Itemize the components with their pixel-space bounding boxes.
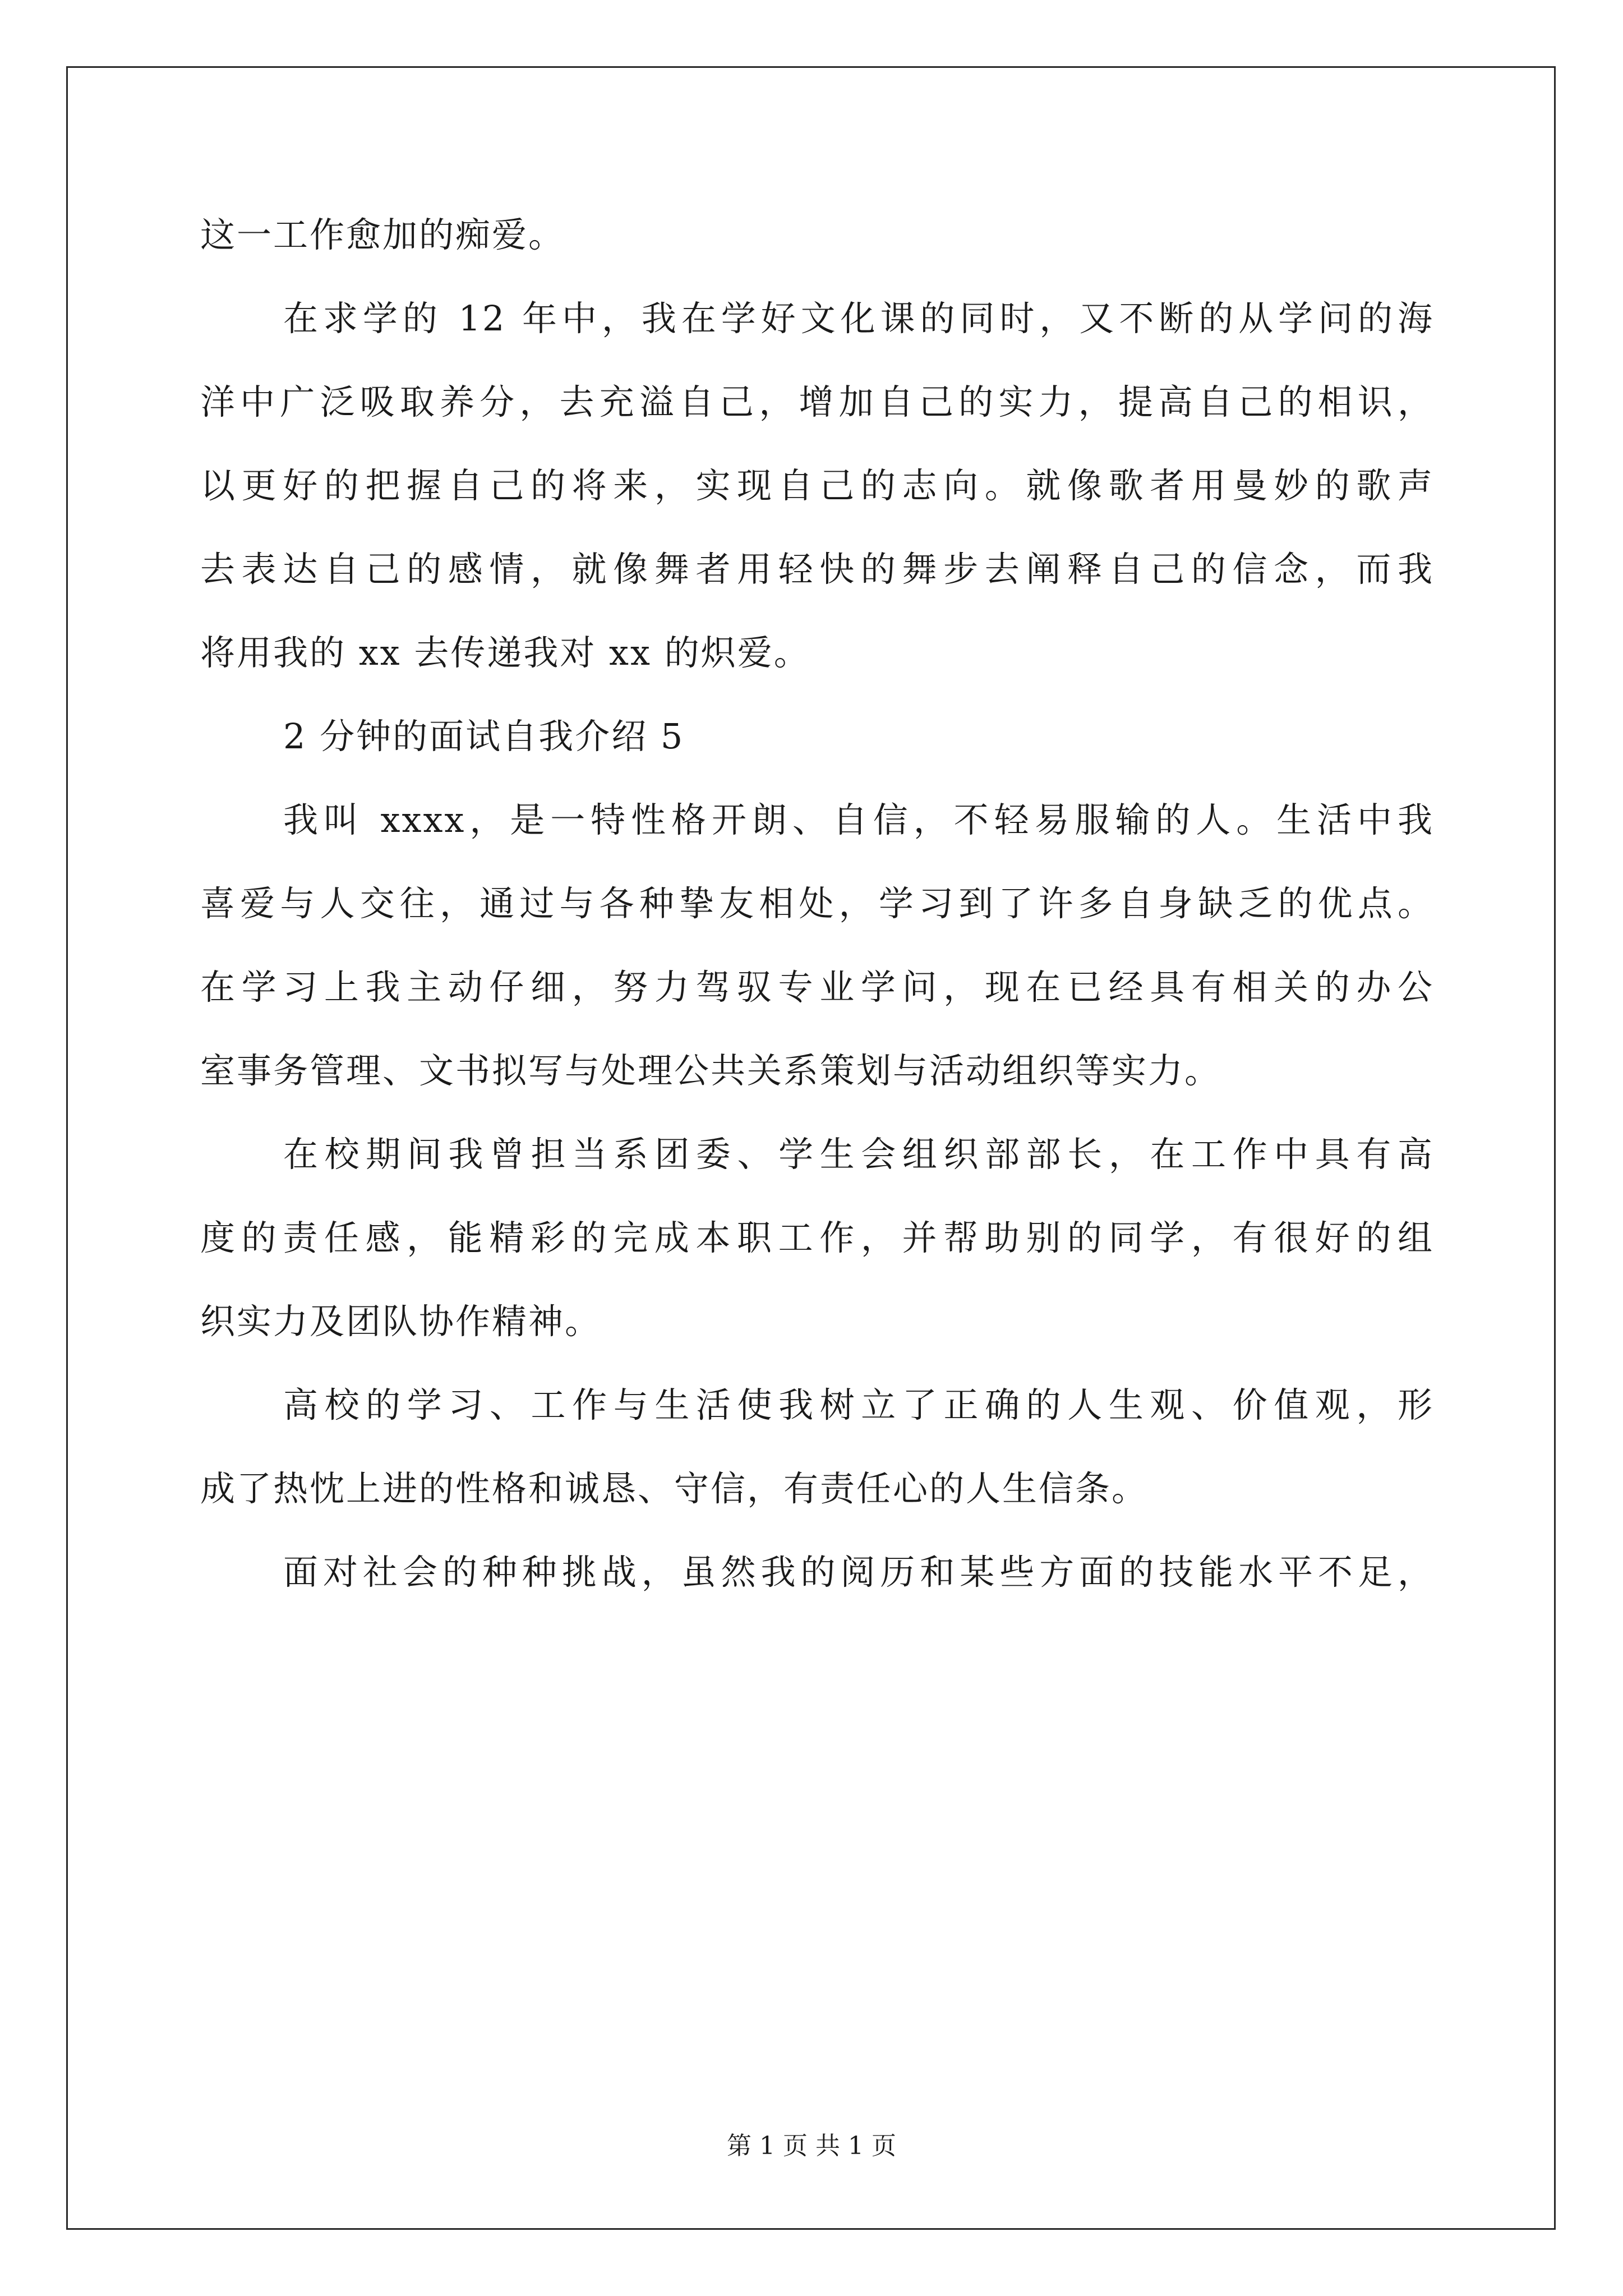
text-line: 在校期间我曾担当系团委、学生会组织部部长，在工作中具有高 [283,1134,1434,1175]
text-line: 在求学的 12 年中，我在学好文化课的同时，又不断的从学问的海 [283,298,1434,339]
text-line: 织实力及团队协作精神。 [200,1301,602,1342]
document-body [200,214,1434,1635]
page-number-footer: 第 1 页 共 1 页 [727,2132,896,2160]
text-line: 室事务管理、文书拟写与处理公共关系策划与活动组织等实力。 [200,1050,1221,1091]
section-heading: 2 分钟的面试自我介绍 5 [283,716,685,757]
text-line: 喜爱与人交往，通过与各种挚友相处，学习到了许多自身缺乏的优点。 [200,883,1434,924]
text-line: 以更好的把握自己的将来，实现自己的志向。就像歌者用曼妙的歌声 [200,465,1434,506]
text-line: 将用我的 xx 去传递我对 xx 的炽爱。 [200,632,810,673]
text-line: 度的责任感，能精彩的完成本职工作，并帮助别的同学，有很好的组 [200,1217,1434,1258]
text-line: 去表达自己的感情，就像舞者用轻快的舞步去阐释自己的信念，而我 [200,549,1434,590]
text-line: 在学习上我主动仔细，努力驾驭专业学问，现在已经具有相关的办公 [200,967,1434,1007]
text-line: 高校的学习、工作与生活使我树立了正确的人生观、价值观，形 [283,1384,1434,1425]
text-line: 洋中广泛吸取养分，去充溢自己，增加自己的实力，提高自己的相识， [200,381,1434,422]
text-line: 这一工作愈加的痴爱。 [200,214,565,255]
text-line: 我叫 xxxx，是一特性格开朗、自信，不轻易服输的人。生活中我 [283,799,1434,840]
text-line: 面对社会的种种挑战，虽然我的阅历和某些方面的技能水平不足， [283,1552,1434,1593]
text-line: 成了热忱上进的性格和诚恳、守信，有责任心的人生信条。 [200,1468,1149,1509]
